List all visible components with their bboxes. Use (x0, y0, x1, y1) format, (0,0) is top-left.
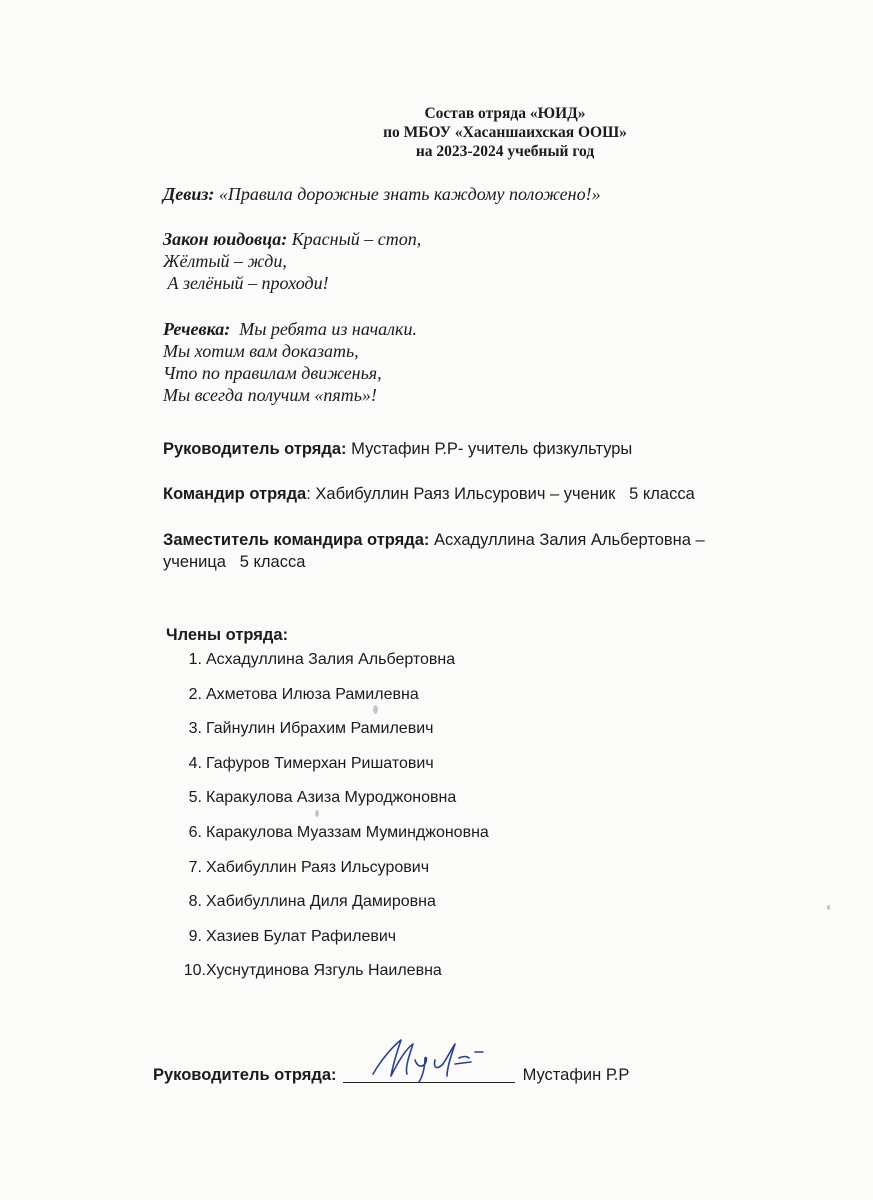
item-number: 5. (188, 789, 202, 807)
commander-text: : Хабибуллин Раяз Ильсурович – ученик 5 класса (306, 485, 695, 503)
list-item (168, 928, 489, 963)
footer-name: Мустафин Р.Р (522, 1066, 630, 1084)
law-label: Закон юидовца: (163, 229, 288, 249)
member-name: Гайнулин Ибрахим Рамилевич (206, 720, 434, 738)
chant (163, 318, 417, 406)
deputy-label: Заместитель командира отряда: (163, 531, 430, 549)
list-item (168, 720, 489, 755)
list-item (168, 789, 489, 824)
item-number: 8. (188, 893, 202, 911)
motto-text: «Правила дорожные знать каждому положено!» (218, 184, 601, 204)
item-number: 6. (188, 823, 202, 841)
commander-label: Командир отряда (163, 485, 307, 503)
leader-label: Руководитель отряда: (163, 440, 347, 458)
members-title: Члены отряда: (166, 626, 289, 644)
footer-label: Руководитель отряда: (153, 1066, 337, 1084)
chant-label: Речевка: (163, 319, 231, 339)
deputy (163, 529, 705, 573)
item-number: 4. (188, 754, 202, 772)
header-year: на 2023-2024 учебный год (415, 143, 595, 160)
signature-icon (363, 1030, 513, 1085)
law-line-3: А зелёный – проходи! (163, 273, 329, 293)
list-item (168, 859, 489, 894)
deputy-text-2: ученица 5 класса (163, 553, 306, 571)
law (163, 228, 421, 294)
leader (163, 438, 632, 460)
chant-line-3: Что по правилам движенья, (163, 363, 382, 383)
list-item (168, 651, 489, 686)
list-item (168, 686, 489, 721)
item-number: 2. (188, 685, 202, 703)
chant-line-2: Мы хотим вам доказать, (163, 341, 359, 361)
leader-text: Мустафин Р.Р- учитель физкультуры (351, 440, 633, 458)
law-line-2: Жёлтый – жди, (163, 251, 287, 271)
footer-signature-block (153, 1064, 629, 1085)
chant-line-4: Мы всегда получим «пять»! (163, 385, 377, 405)
item-number: 1. (188, 651, 202, 668)
member-name: Асхадуллина Залия Альбертовна (206, 651, 456, 668)
item-number: 7. (188, 858, 202, 876)
signature-line (343, 1064, 515, 1083)
member-name: Хабибуллин Раяз Ильсурович (206, 858, 430, 876)
list-item (168, 824, 489, 859)
header-organization: по МБОУ «Хасаншаихская ООШ» (383, 124, 627, 141)
chant-line-1: Мы ребята из началки. (239, 319, 417, 339)
list-item (168, 962, 489, 997)
item-number: 3. (188, 720, 202, 738)
member-name: Хазиев Булат Рафилевич (206, 927, 397, 945)
document-header (0, 104, 873, 161)
motto-label: Девиз: (163, 184, 215, 204)
member-name: Гафуров Тимерхан Ришатович (206, 754, 434, 772)
motto (163, 183, 601, 205)
member-name: Хабибуллина Диля Дамировна (206, 893, 436, 911)
deputy-text: Асхадуллина Залия Альбертовна – (434, 531, 705, 549)
scan-speck (315, 810, 319, 817)
list-item (168, 893, 489, 928)
member-name: Ахметова Илюза Рамилевна (206, 685, 419, 703)
scan-speck (827, 905, 830, 910)
item-number: 10. (183, 962, 206, 980)
member-name: Хуснутдинова Язгуль Наилевна (206, 962, 442, 980)
item-number: 9. (188, 927, 202, 945)
member-name: Каракулова Азиза Муроджоновна (206, 789, 457, 807)
list-item (168, 755, 489, 790)
commander (163, 483, 695, 505)
member-name: Каракулова Муаззам Муминджоновна (206, 823, 489, 841)
scan-speck (373, 705, 378, 714)
members-list (168, 651, 489, 997)
law-line-1: Красный – стоп, (291, 229, 422, 249)
header-title: Состав отряда «ЮИД» (424, 105, 586, 122)
